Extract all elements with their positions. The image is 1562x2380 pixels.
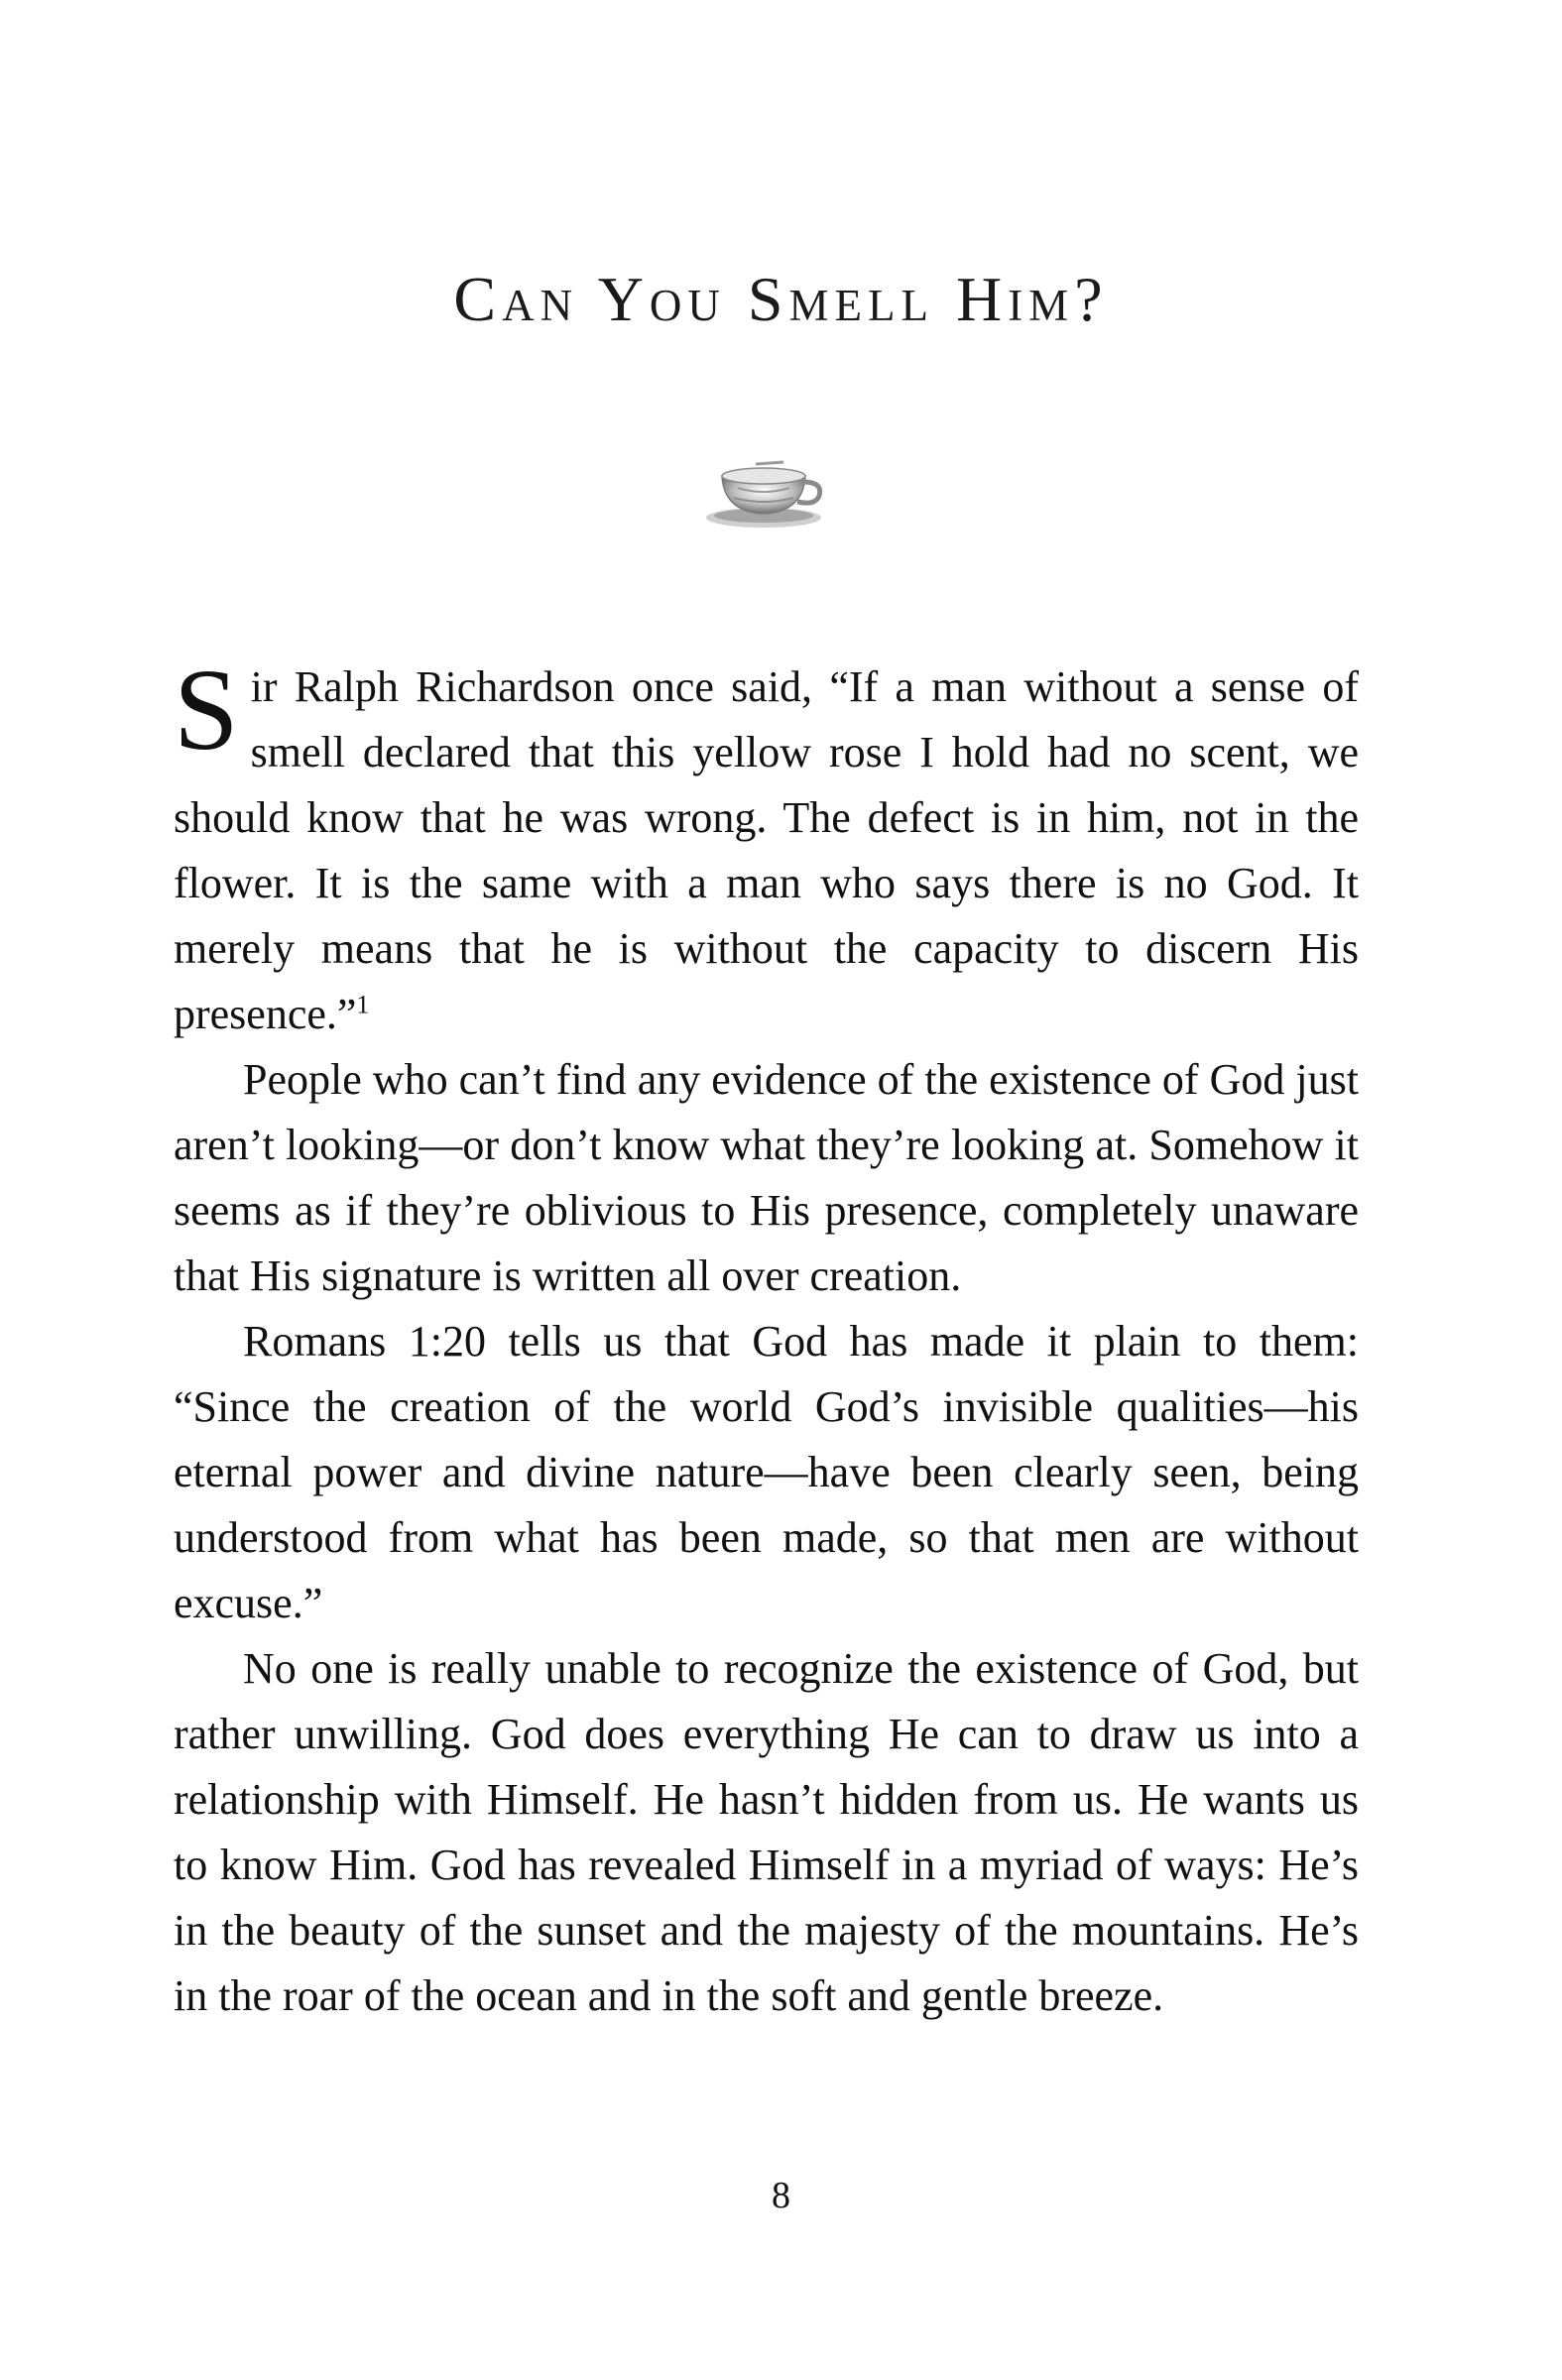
chapter-title: Can You Smell Him? (453, 264, 1109, 334)
page-number: 8 (772, 2175, 790, 2216)
footnote-marker: 1 (356, 990, 370, 1019)
paragraph-4: No one is really unable to recognize the existence of God, but rather unwilling. God does everything He can to draw us into a relationship with Himself. He hasn’t hidden from us. He wants us to know Him. God has revealed Himself in a myriad of ways: He’s in the beauty of the sunset and the majesty of the mountains. He’s in the roar of the ocean and in the soft and gentle breeze. (174, 1644, 1359, 2020)
drop-cap: S (174, 645, 239, 774)
paragraph-2: People who can’t find any evidence of the existence of God just aren’t looking—or don’t know what they’re looking at. Somehow it seems as if they’re oblivious to His presence, completely unaware that His signature is written all over creation. (174, 1055, 1359, 1300)
paragraph-1 (174, 645, 1359, 1047)
paragraph-1-text: ir Ralph Richardson once said, “If a man without a sense of smell declared that this yellow rose I hold had no scent, we should know that he was wrong. The defect is in him, not in the flower. It is the same with a man who says there is no God. It merely means that he is without the capacity to discern His presence.” (174, 662, 1359, 1038)
body-text (174, 645, 1359, 2029)
teacup-icon (694, 446, 833, 536)
paragraph-3: Romans 1:20 tells us that God has made it plain to them: “Since the creation of the world God’s invisible qualities—his eternal power and divine nature—have been clearly seen, being understood from what has been made, so that men are without excuse.” (174, 1317, 1359, 1627)
